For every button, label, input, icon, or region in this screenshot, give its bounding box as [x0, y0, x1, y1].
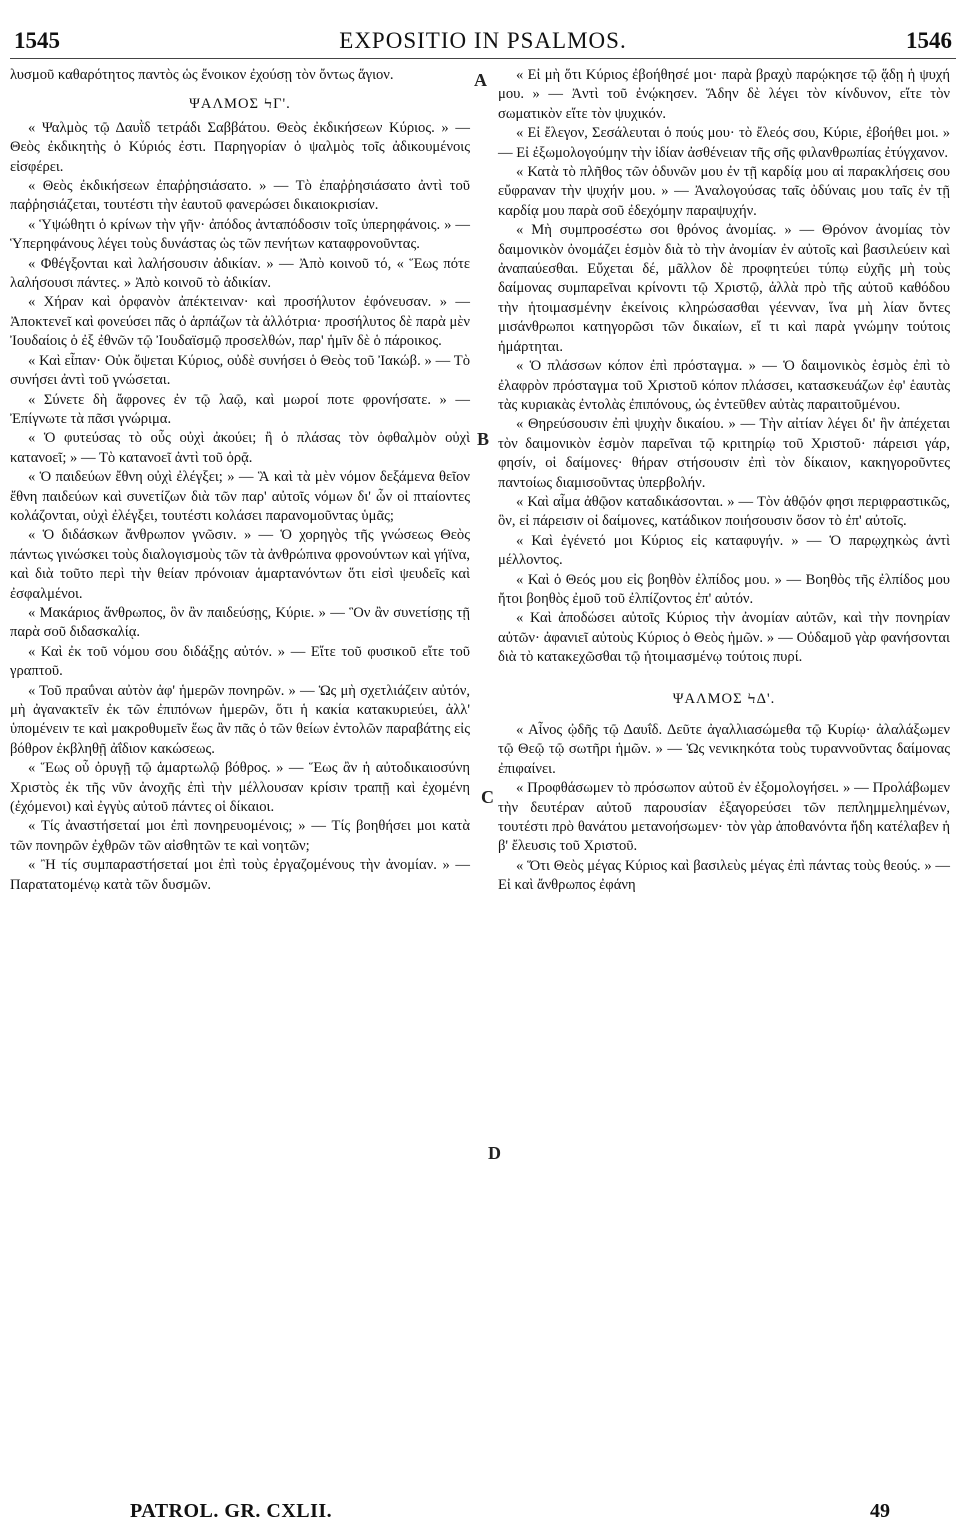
paragraph: « Μακάριος ἄνθρωπος, ὃν ἂν παιδεύσῃς, Κύριε. » — Ὃν ἂν συνετίσῃς τῇ παρὰ σοῦ διδασκαλίᾳ. [10, 604, 470, 641]
paragraph: « Καὶ ἐκ τοῦ νόμου σου διδάξῃς αὐτόν. » — Εἴτε τοῦ φυσικοῦ εἴτε τοῦ γραπτοῦ. [10, 643, 470, 680]
paragraph: « Καὶ εἶπαν· Οὐκ ὄψεται Κύριος, οὐδὲ συνήσει ὁ Θεὸς τοῦ Ἰακώβ. » — Τὸ συνήσει ἀντὶ τοῦ γνώσεται. [10, 352, 470, 389]
page-number-left: 1545 [14, 28, 60, 53]
paragraph: « Καὶ ἀποδώσει αὐτοῖς Κύριος τὴν ἀνομίαν αὐτῶν, καὶ τὴν πονηρίαν αὐτῶν· ἀφανιεῖ αὐτοὺς Κύριος ὁ Θεὸς ἡμῶν. » — Οὐδαμοῦ γὰρ φανήσονται διὰ τὸ κατακεχῶσθαι τῷ ἡτοιμασμένῳ τούτοις πυρί. [498, 610, 950, 666]
paragraph: « Ὁ πλάσσων κόπον ἐπὶ πρόσταγμα. » — Ὁ δαιμονικὸς ἑσμὸς ἐπὶ τὸ ἐλαφρὸν πρόσταγμα τοῦ Χριστοῦ κόπον πλάσσει, κατασκευάζων ἐφ' ἑαυτὰς τὰς κυριακὰς ἐντολὰς ἐπιπόνους, ὡς ἐντεῦθεν αὐτὰς παραιτοῦμένου. [498, 358, 950, 413]
paragraph: λυσμοῦ καθαρότητος παντὸς ὡς ἔνοικον ἐχούσῃ τὸν ὄντως ἅγιον. [10, 67, 394, 83]
paragraph: « Τίς ἀναστήσεταί μοι ἐπὶ πονηρευομένοις; » — Τίς βοηθήσει μοι κατὰ τῶν πονηρῶν ἐχθρῶν τῶν αἰσθητῶν τε καὶ νοητῶν; [10, 818, 470, 854]
paragraph: « Κατὰ τὸ πλῆθος τῶν ὀδυνῶν μου ἐν τῇ καρδίᾳ μου αἱ παρακλήσεις σου εὔφραναν τὴν ψυχήν μου. » — Ἀναλογούσας ταῖς ὀδύναις μου ταῖς ἐν τῇ καρδίᾳ μου παρὰ σοῦ ἐδεχόμην παραψυχήν. [498, 164, 950, 219]
paragraph: « Μὴ συμπροσέστω σοι θρόνος ἀνομίας. » — Θρόνον ἀνομίας τὸν δαιμονικὸν ὀνομάζει ἑσμὸν διὰ τὸ τὴν ἀνομίαν ἐν αὐτοῖς καὶ βασιλεύειν καὶ ἀναπαύεσθαι. Εὔχεται δέ, μᾶλλον δὲ προφητεύει τύπῳ εὐχῆς μὴ τοὺς δαίμονας συμπαρεῖναι κρίνοντι τῷ Χριστῷ, ἀλλὰ πρὸ τῆς αὐτοῦ καθόδου τὴν ἡτοιμασμένην ἐκείνοις κληρώσασθαι γέενναν, ἵνα μὴ λίαν ὄντες μισάνθρωποι κατηγορῶσι τῶν δικαίων, εἴ τι καὶ παρὰ γνώμην τούτοις ἡμάρτηται. [498, 222, 950, 355]
paragraph: « Σύνετε δὴ ἄφρονες ἐν τῷ λαῷ, καὶ μωροί ποτε φρονήσατε. » — Ἐπίγνωτε τὰ πᾶσι γνώριμα. [10, 391, 470, 427]
paragraph: « Ὁ παιδεύων ἔθνη οὐχὶ ἐλέγξει; » — Ἃ καὶ τὰ μὲν νόμον δεξάμενα θεῖον ἔθνη παιδεύων καὶ συνετίζων διὰ τῶν παρ' αὐτοῖς νόμων δι' ὧν οἱ πταίοντες κολάζονται, οὐχὶ ἐλέγξει, τουτέστι κολάσει παρανομοῦντας ὑμᾶς; [10, 469, 470, 524]
paragraph: « Εἰ μὴ ὅτι Κύριος ἐβοήθησέ μοι· παρὰ βραχὺ παρῴκησε τῷ ᾅδῃ ἡ ψυχή μου. » — Ἀντὶ τοῦ ἐνῴκησεν. Ἅδην δὲ λέγει τὸν κίνδυνον, εἴτε τὸν σωματικὸν εἴτε τὸν ψυχικόν. [498, 67, 950, 122]
paragraph: « Τοῦ πραΰναι αὐτὸν ἀφ' ἡμερῶν πονηρῶν. » — Ὡς μὴ σχετλιάζειν αὐτόν, μὴ ἀγανακτεῖν ἐκ τῶν ἐπιπόνων ἡμερῶν, ὅτι ἡ κακία κατακυριεύει, ἀλλ' ὑπομένειν τε καὶ μακροθυμεῖν ἕως ἂν πᾶς ὁ τῶν θείων ἐντολῶν παραβάτης εἰς βόθρον ἐκβληθῇ ἀΐδιον κακώσεως. [10, 682, 470, 757]
paragraph: « Καὶ ἐγένετό μοι Κύριος εἰς καταφυγήν. » — Ὁ παρῳχηκὼς ἀντὶ μέλλοντος. [498, 532, 950, 569]
paragraph: « Προφθάσωμεν τὸ πρόσωπον αὐτοῦ ἐν ἐξομολογήσει. » — Προλάβωμεν τὴν δευτέραν αὐτοῦ παρουσίαν ἐξαγορεύσει τῶν πεπλημμελημένων, τουτέστι πρὸ θανάτου μετανοήσωμεν· τὸν γὰρ ἀποθανόντα ἤδη κατέλαβεν ἡ β' ἔλευσις τοῦ Χριστοῦ. [498, 780, 950, 855]
paragraph: « Θεὸς ἐκδικήσεων ἐπαῤῥησιάσατο. » — Τὸ ἐπαῤῥησιάσατο ἀντὶ τοῦ παῤῥησιάζεται, τουτέστι τὴν ἑαυτοῦ φανερώσει δικαιοκρισίαν. [10, 178, 470, 214]
paragraph: « Θηρεύσουσιν ἐπὶ ψυχὴν δικαίου. » — Τὴν αἰτίαν λέγει δι' ἣν ἀπέχεται τὸν δαιμονικὸν ἑσμὸν παρεῖναι τῷ κριτηρίῳ τοῦ Χριστοῦ· πάρεισι γάρ, φησίν, οἱ δαίμονες· θήραν στήσουσιν ἐπὶ τὸν δίκαιον, κακηγοροῦντες παντοίως διαμισοῦντας ὑπερβολήν. [498, 416, 950, 491]
margin-marker-a: A [474, 70, 487, 90]
page-footer [130, 1500, 890, 1524]
left-column [10, 66, 470, 895]
page-number-right: 1546 [906, 28, 952, 53]
margin-marker-d: D [488, 1143, 501, 1163]
margin-marker-c: C [481, 787, 494, 807]
paragraph: « Εἰ ἔλεγον, Σεσάλευται ὁ πούς μου· τὸ ἔλεός σου, Κύριε, ἐβοήθει μοι. » — Εἰ ἐξωμολογούμην τὴν ἰδίαν ἀσθένειαν τῆς σῆς φιλανθρωπίας ἐτύγχανον. [498, 125, 950, 161]
running-title: EXPOSITIO IN PSALMOS. [339, 28, 627, 53]
gathering-number: 49 [870, 1500, 890, 1522]
paragraph: « Ὅτι Θεὸς μέγας Κύριος καὶ βασιλεὺς μέγας ἐπὶ πάντας τοὺς θεούς. » — Εἰ καὶ ἄνθρωπος ἐφάνη [498, 857, 950, 894]
psalm-heading: ΨΑΛΜΟΣ ϞΔ'. [672, 690, 776, 707]
paragraph: « Ἕως οὗ ὀρυγῇ τῷ ἁμαρτωλῷ βόθρος. » — Ἕως ἂν ἡ αὐτοδικαιοσύνη Χριστὸς ἐκ τῆς νῦν ἀνοχῆς ἐπὶ τὴν μέλλουσαν κρίσιν τραπῇ καὶ ἐχομένη (ἐχόμενοι) καὶ ἐγγὺς αὐτοῦ πάντες οἱ δίκαιοι. [10, 760, 470, 816]
paragraph: « Καὶ αἷμα ἀθῷον καταδικάσονται. » — Τὸν ἀθῷόν φησι περιφραστικῶς, ὃν, εἰ πάρεισιν οἱ δαίμονες, κατάδικον ποιήσουσιν ὅσον τὸ ἐπ' αὐτοῖς. [498, 493, 950, 530]
right-column [498, 66, 950, 896]
paragraph: « Ψαλμὸς τῷ Δαυῒδ τετράδι Σαββάτου. Θεὸς ἐκδικήσεων Κύριος. » — Θεὸς ἐκδικητὴς ὁ Κύριός ἐστι. Παρηγορίαν ὁ ψαλμὸς τοῖς ἀδικουμένοις εἰσφέρει. [10, 119, 470, 175]
signature-mark: PATROL. GR. CXLII. [130, 1500, 333, 1522]
paragraph: « Ὑψώθητι ὁ κρίνων τὴν γῆν· ἀπόδος ἀνταπόδοσιν τοῖς ὑπερηφάνοις. » — Ὑπερηφάνους λέγει τοὺς δυνάστας ὡς τῶν πενήτων καταφρονοῦντας. [10, 216, 470, 253]
paragraph: « Αἶνος ᾠδῆς τῷ Δαυΐδ. Δεῦτε ἀγαλλιασώμεθα τῷ Κυρίῳ· ἀλαλάξωμεν τῷ Θεῷ τῷ σωτῆρι ἡμῶν. » — Ὡς νενικηκότα τοὺς τυραννοῦντας δαίμονας ἐπιφαίνει. [498, 722, 950, 777]
margin-marker-b: B [477, 429, 490, 449]
paragraph: « Ἢ τίς συμπαραστήσεταί μοι ἐπὶ τοὺς ἐργαζομένους τὴν ἀνομίαν. » — Παρατατομένῳ κατὰ τῶν δυσμῶν. [10, 857, 470, 893]
paragraph: « Ὁ διδάσκων ἄνθρωπον γνῶσιν. » — Ὁ χορηγὸς τῆς γνώσεως Θεὸς πάντως γινώσκει τοὺς διαλογισμοὺς τῶν τὰ ἀνθρώπινα φρονούντων καὶ γήϊνα, καὶ διὰ τοῦτο περὶ τὴν θείαν πρόνοιαν ἁμαρτανόντων ὅτι εἰσὶ ψευδεῖς καὶ ἐσφαλμένοι. [10, 527, 470, 602]
paragraph: « Καὶ ὁ Θεός μου εἰς βοηθὸν ἐλπίδος μου. » — Βοηθὸς τῆς ἐλπίδος μου ἤτοι βοηθὸς ἐμοῦ τοῦ ἐλπίζοντος ἐπ' αὐτόν. [498, 571, 950, 607]
running-header [10, 28, 956, 59]
paragraph: « Χήραν καὶ ὀρφανὸν ἀπέκτειναν· καὶ προσήλυτον ἐφόνευσαν. » — Ἀποκτενεῖ καὶ φονεύσει πᾶς ὁ ἁρπάζων τὰ ἀλλότρια· προσήλυτος δὲ παρὰ μὲν Ἰουδαίοις ὁ ἐξ ἐθνῶν τῷ Ἰουδαϊσμῷ προσελθών, παρ' ἡμῖν δὲ ὁ πάροικος. [10, 294, 470, 350]
paragraph: « Ὁ φυτεύσας τὸ οὖς οὐχὶ ἀκούει; ἢ ὁ πλάσας τὸν ὀφθαλμὸν οὐχὶ κατανοεῖ; » — Τὸ κατανοεῖ ἀντὶ τοῦ ὁρᾷ. [10, 430, 470, 466]
psalm-heading: ΨΑΛΜΟΣ ϞΓ'. [189, 96, 291, 113]
paragraph: « Φθέγξονται καὶ λαλήσουσιν ἀδικίαν. » — Ἀπὸ κοινοῦ τό, « Ἕως πότε λαλήσουσι πάντες. » Ἀπὸ κοινοῦ τὸ ἀδικίαν. [10, 255, 470, 292]
